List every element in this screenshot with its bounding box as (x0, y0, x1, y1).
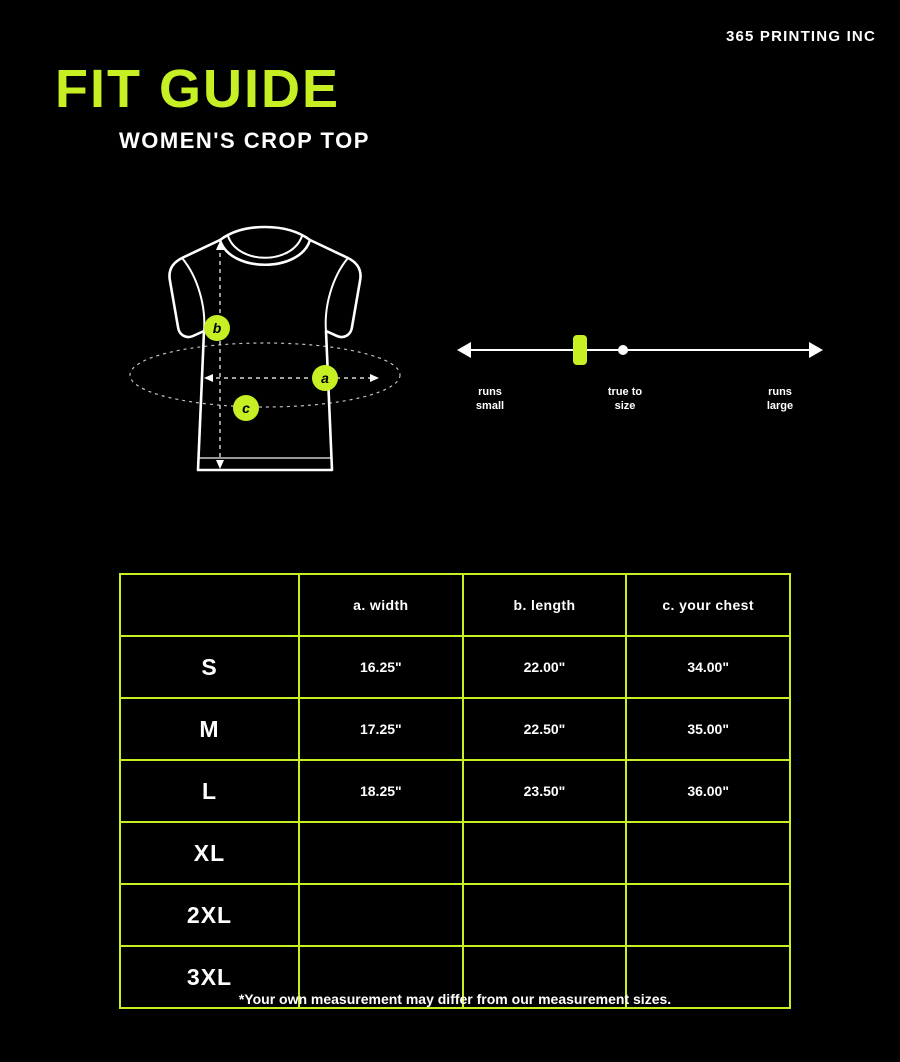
table-header-width: a. width (299, 574, 463, 636)
table-header-row (120, 574, 790, 636)
fit-scale-label-true-line1: true to (607, 386, 643, 398)
row-size: S (120, 636, 299, 698)
page-title: FIT GUIDE (55, 59, 340, 119)
table-header-length: b. length (463, 574, 627, 636)
marker-a: a (312, 365, 338, 391)
row-chest (626, 884, 790, 946)
fit-scale-label-large-line2: large (766, 399, 794, 412)
table-header-blank (120, 574, 299, 636)
fit-scale-marker (573, 335, 587, 365)
table-header-chest: c. your chest (626, 574, 790, 636)
row-length: 23.50" (463, 760, 627, 822)
fit-scale-label-true-line2: size (614, 399, 636, 412)
fit-scale-label-small-line2: small (475, 399, 505, 412)
garment-illustration (120, 215, 430, 505)
table-row (120, 822, 790, 884)
table-row (120, 760, 790, 822)
row-width: 18.25" (299, 760, 463, 822)
table-row (120, 884, 790, 946)
row-chest (626, 822, 790, 884)
row-chest: 35.00" (626, 698, 790, 760)
row-length (463, 884, 627, 946)
fit-scale-label-large (745, 386, 815, 414)
row-length: 22.00" (463, 636, 627, 698)
fit-scale-label-small (455, 386, 525, 414)
row-width (299, 884, 463, 946)
fit-scale-label-true (585, 386, 665, 414)
row-size: 2XL (120, 884, 299, 946)
table-row (120, 636, 790, 698)
fit-scale-axis (455, 330, 825, 375)
row-size: XL (120, 822, 299, 884)
fit-scale-label-large-line1: runs (768, 386, 792, 398)
row-chest: 34.00" (626, 636, 790, 698)
marker-b: b (204, 315, 230, 341)
fit-scale-label-small-line1: runs (478, 386, 502, 398)
size-chart (119, 573, 791, 1009)
row-length: 22.50" (463, 698, 627, 760)
page-subtitle: WOMEN'S CROP TOP (119, 128, 370, 153)
marker-c: c (233, 395, 259, 421)
brand-name: 365 PRINTING INC (725, 28, 876, 45)
fit-scale (455, 330, 825, 440)
row-width: 17.25" (299, 698, 463, 760)
footnote: *Your own measurement may differ from our measurement sizes. (238, 991, 672, 1007)
row-size: M (120, 698, 299, 760)
row-width (299, 822, 463, 884)
crop-top-svg (120, 215, 430, 505)
table-row (120, 698, 790, 760)
row-size: 3XL (120, 946, 299, 1008)
row-length (463, 822, 627, 884)
row-width: 16.25" (299, 636, 463, 698)
size-table (119, 573, 791, 1009)
row-chest: 36.00" (626, 760, 790, 822)
row-size: L (120, 760, 299, 822)
